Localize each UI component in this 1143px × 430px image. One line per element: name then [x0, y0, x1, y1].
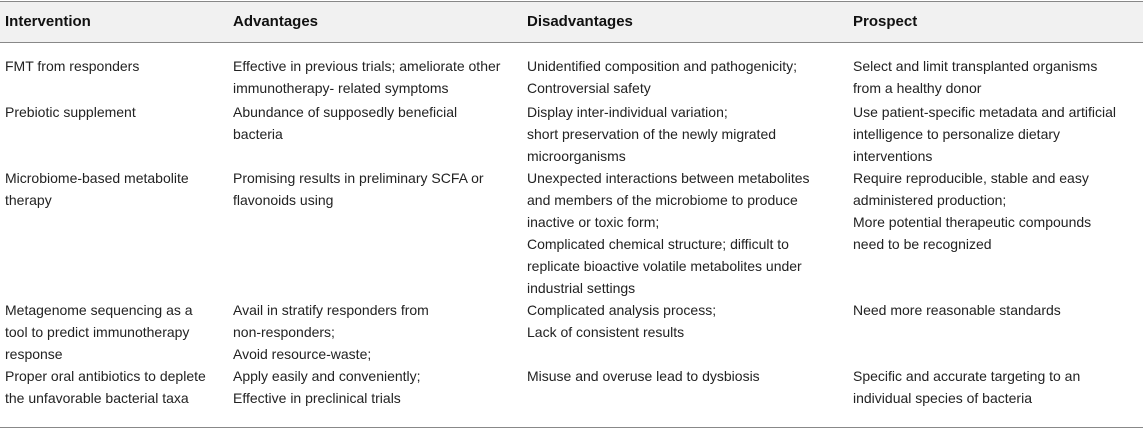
cell-disadvantages-line: Unexpected interactions between metabolites	[527, 170, 810, 186]
cell-prospect-line: intelligence to personalize dietary	[853, 126, 1061, 142]
cell-disadvantages-line: replicate bioactive volatile metabolites under	[527, 258, 802, 274]
cell-disadvantages-line: Lack of consistent results	[527, 324, 685, 340]
cell-prospect-line: need to be recognized	[853, 236, 992, 252]
cell-advantages-line: flavonoids using	[233, 192, 334, 208]
cell-intervention-line: tool to predict immunotherapy	[5, 324, 190, 340]
cell-advantages-line: Avoid resource-waste;	[233, 346, 372, 362]
cell-prospect-line: individual species of bacteria	[853, 390, 1032, 406]
cell-disadvantages-line: and members of the microbiome to produce	[527, 192, 798, 208]
cell-disadvantages	[527, 101, 847, 167]
cell-intervention	[5, 101, 225, 123]
cell-disadvantages-line: Complicated analysis process;	[527, 302, 717, 318]
cell-advantages	[233, 365, 523, 409]
header-intervention: Intervention	[5, 13, 91, 30]
cell-intervention-line: the unfavorable bacterial taxa	[5, 390, 189, 406]
cell-advantages	[233, 101, 523, 145]
header-prospect: Prospect	[853, 13, 918, 30]
cell-advantages-line: Promising results in preliminary SCFA or	[233, 170, 484, 186]
header-advantages: Advantages	[233, 13, 319, 30]
cell-prospect	[853, 55, 1138, 99]
cell-advantages-line: Avail in stratify responders from	[233, 302, 429, 318]
cell-disadvantages	[527, 299, 847, 343]
cell-advantages	[233, 167, 523, 211]
cell-intervention	[5, 55, 225, 77]
cell-advantages-line: Effective in preclinical trials	[233, 390, 401, 406]
table-top-rule	[0, 1, 1143, 2]
cell-disadvantages-line: short preservation of the newly migrated	[527, 126, 777, 142]
cell-prospect-line: More potential therapeutic compounds	[853, 214, 1092, 230]
cell-disadvantages-line: industrial settings	[527, 280, 636, 296]
cell-advantages-line: Apply easily and conveniently;	[233, 368, 421, 384]
cell-prospect-line: from a healthy donor	[853, 80, 982, 96]
cell-intervention	[5, 299, 225, 365]
cell-advantages	[233, 55, 523, 99]
cell-disadvantages-line: Complicated chemical structure; difficult to	[527, 236, 789, 252]
cell-intervention-line: Metagenome sequencing as a	[5, 302, 193, 318]
cell-disadvantages	[527, 55, 847, 99]
cell-disadvantages	[527, 365, 847, 387]
cell-prospect	[853, 299, 1138, 321]
cell-prospect-line: Need more reasonable standards	[853, 302, 1061, 318]
cell-intervention	[5, 365, 225, 409]
cell-disadvantages-line: Display inter-individual variation;	[527, 104, 728, 120]
cell-advantages-line: non-responders;	[233, 324, 335, 340]
cell-disadvantages-line: microorganisms	[527, 148, 626, 164]
cell-advantages-line: immunotherapy- related symptoms	[233, 80, 449, 96]
cell-disadvantages-line: Misuse and overuse lead to dysbiosis	[527, 368, 760, 384]
cell-prospect	[853, 101, 1138, 167]
cell-intervention-line: FMT from responders	[5, 58, 140, 74]
cell-intervention-line: Prebiotic supplement	[5, 104, 136, 120]
header-disadvantages: Disadvantages	[527, 13, 633, 30]
cell-prospect	[853, 365, 1138, 409]
cell-disadvantages-line: inactive or toxic form;	[527, 214, 660, 230]
cell-prospect	[853, 167, 1138, 255]
cell-prospect-line: Select and limit transplanted organisms	[853, 58, 1098, 74]
cell-intervention-line: Microbiome-based metabolite	[5, 170, 189, 186]
cell-intervention	[5, 167, 225, 211]
table-header-rule	[0, 42, 1143, 43]
cell-disadvantages	[527, 167, 847, 299]
cell-prospect-line: Require reproducible, stable and easy	[853, 170, 1089, 186]
cell-intervention-line: Proper oral antibiotics to deplete	[5, 368, 206, 384]
cell-prospect-line: Use patient-specific metadata and artificial	[853, 104, 1117, 120]
cell-prospect-line: interventions	[853, 148, 933, 164]
cell-disadvantages-line: Unidentified composition and pathogenicity;	[527, 58, 798, 74]
cell-prospect-line: administered production;	[853, 192, 1007, 208]
cell-intervention-line: response	[5, 346, 63, 362]
cell-prospect-line: Specific and accurate targeting to an	[853, 368, 1081, 384]
cell-intervention-line: therapy	[5, 192, 52, 208]
cell-advantages	[233, 299, 523, 365]
cell-advantages-line: bacteria	[233, 126, 283, 142]
cell-advantages-line: Abundance of supposedly beneficial	[233, 104, 458, 120]
table-bottom-rule	[0, 427, 1143, 428]
cell-advantages-line: Effective in previous trials; ameliorate other	[233, 58, 501, 74]
cell-disadvantages-line: Controversial safety	[527, 80, 651, 96]
